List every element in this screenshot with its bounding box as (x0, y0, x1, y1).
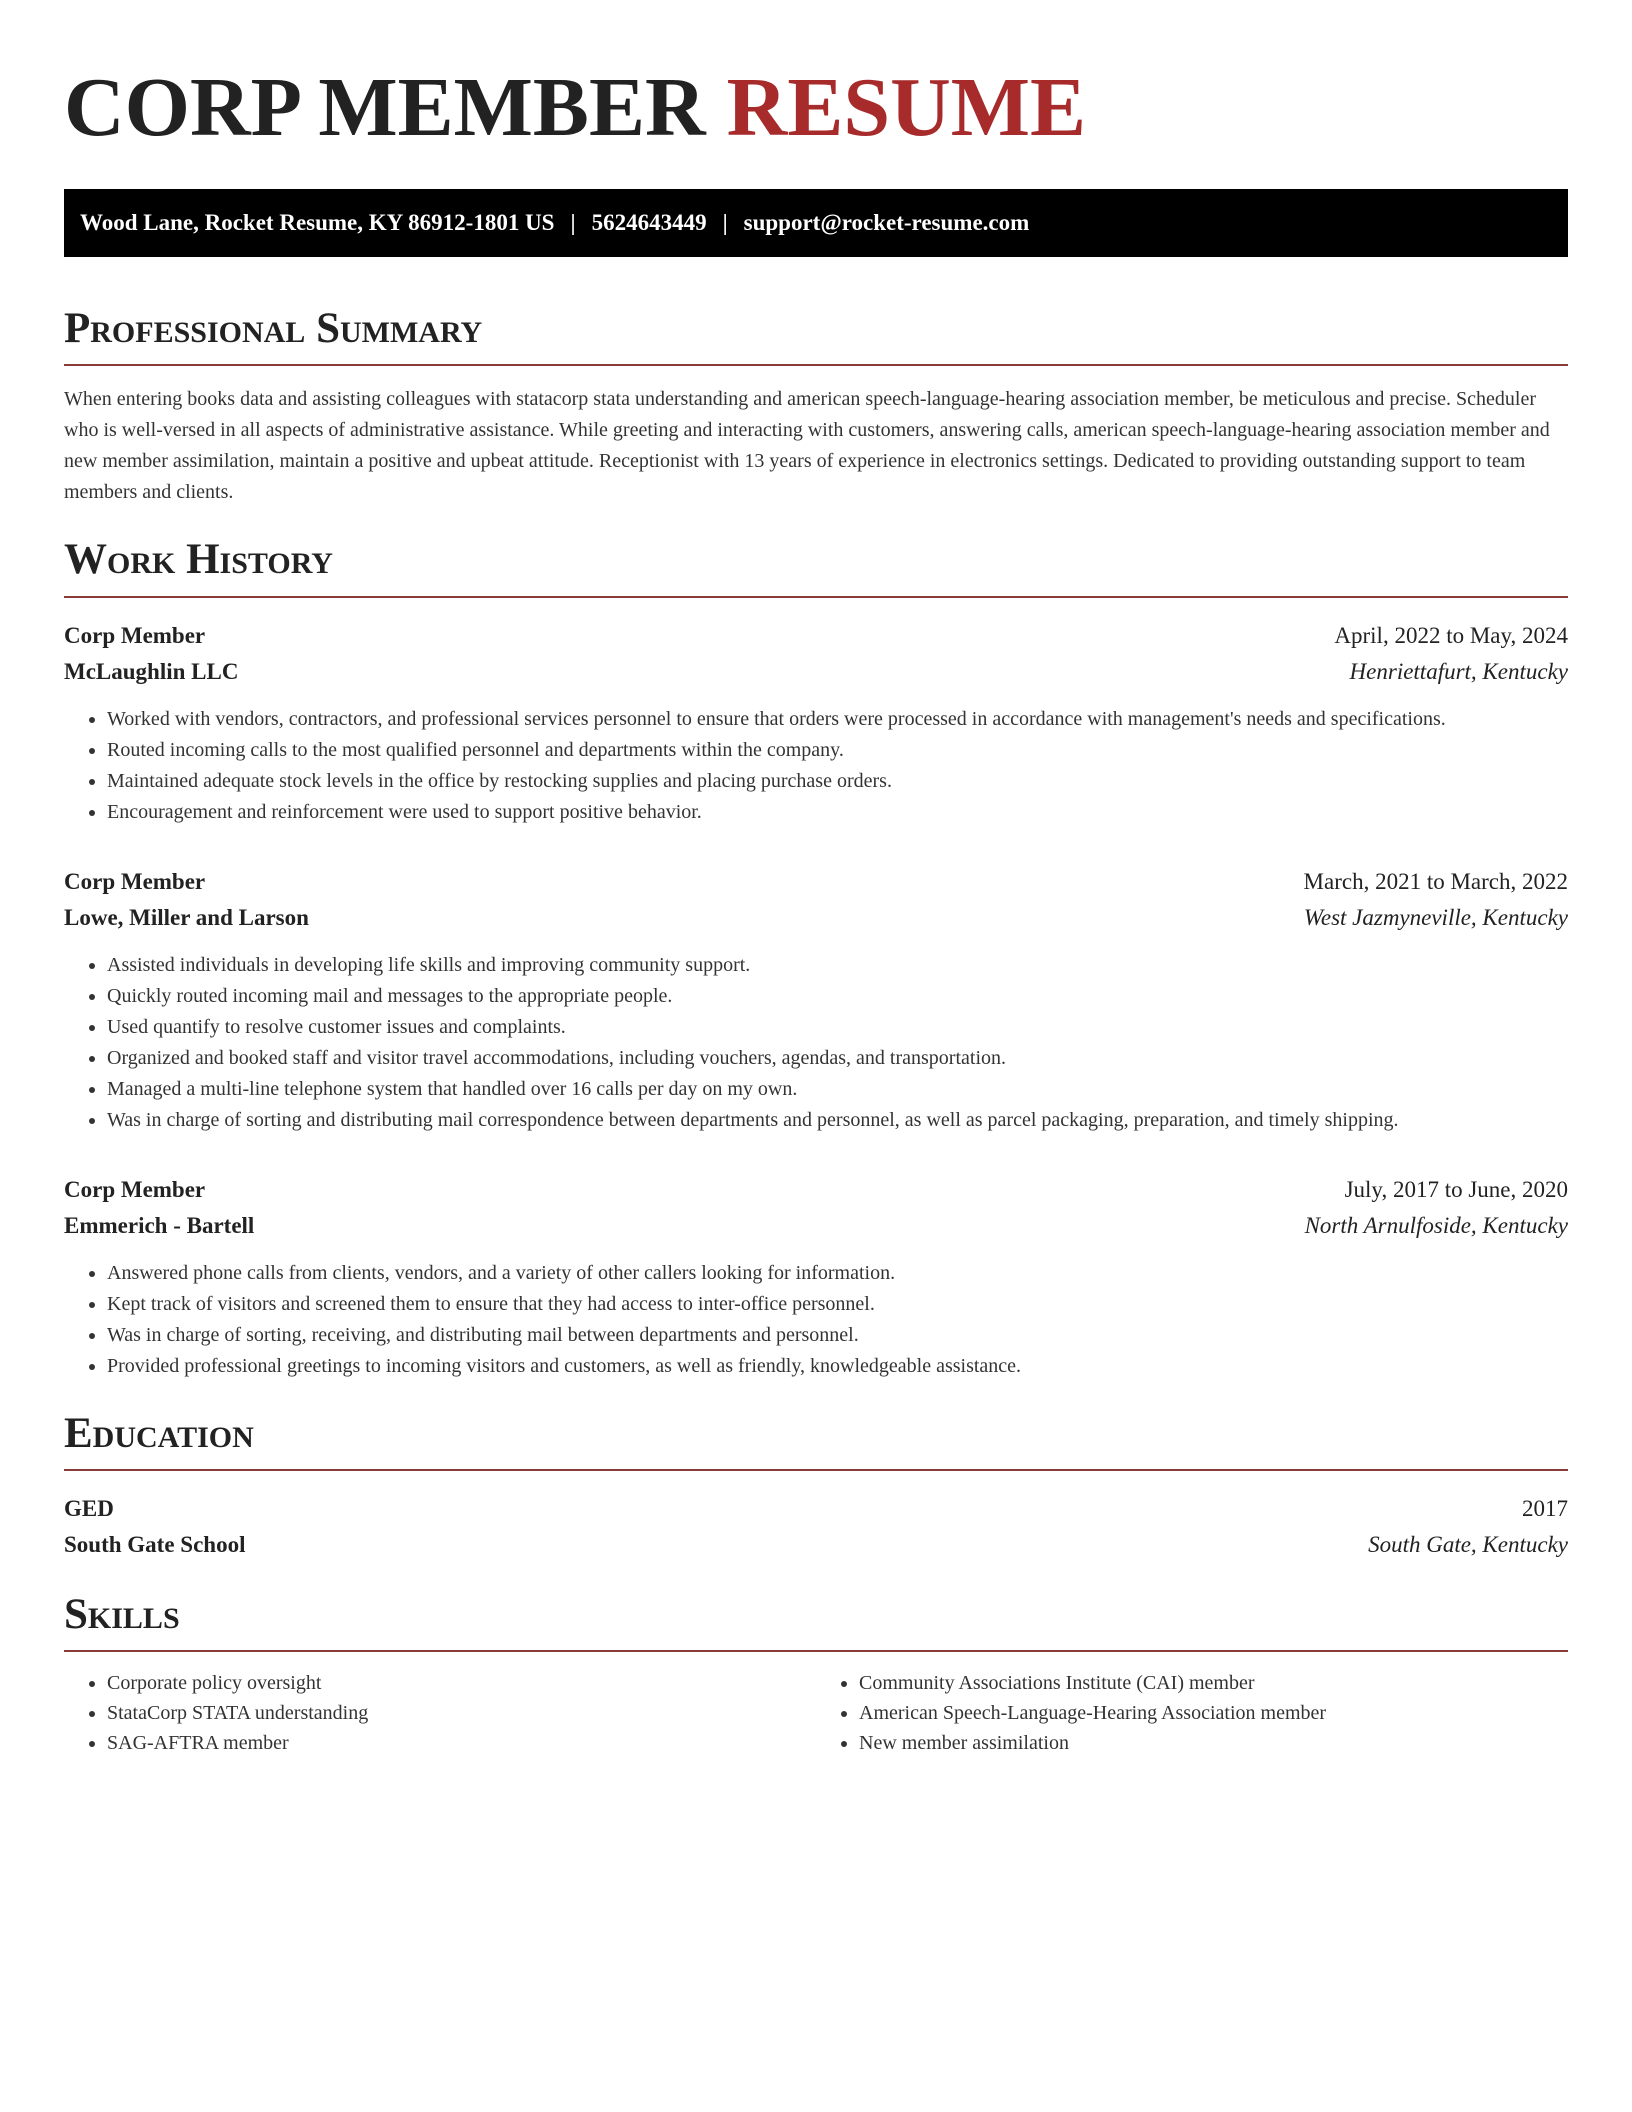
education-degree: GED (64, 1495, 114, 1521)
job-company: Lowe, Miller and Larson (64, 904, 309, 930)
job-title-row (64, 618, 1568, 654)
job-entry (64, 618, 1568, 828)
skills-list-left (64, 1668, 816, 1758)
skills-grid (64, 1668, 1568, 1758)
job-bullet: • Was in charge of sorting, receiving, and distributing mail between departments and personnel. (107, 1320, 1568, 1351)
job-bullet: • Answered phone calls from clients, vendors, and a variety of other callers looking for information. (107, 1258, 1568, 1289)
contact-separator: | (722, 210, 728, 235)
education-section (64, 1410, 1568, 1563)
job-company: Emmerich - Bartell (64, 1212, 255, 1238)
education-entry (64, 1491, 1568, 1563)
title-main: CORP MEMBER (64, 61, 706, 154)
work-history-heading: Work History (64, 536, 333, 584)
resume-title (64, 54, 1568, 154)
education-location: South Gate, Kentucky (1368, 1531, 1568, 1557)
job-title-row (64, 864, 1568, 900)
job-bullet: • Assisted individuals in developing life skills and improving community support. (107, 950, 1568, 981)
job-dates: March, 2021 to March, 2022 (1303, 868, 1568, 894)
job-bullet: • Maintained adequate stock levels in the office by restocking supplies and placing purchase orders. (107, 766, 1568, 797)
title-accent: RESUME (726, 61, 1087, 154)
skill-item: • Corporate policy oversight (107, 1668, 816, 1698)
contact-address: Wood Lane, Rocket Resume, KY 86912-1801 US (80, 210, 555, 235)
skill-item: • StataCorp STATA understanding (107, 1698, 816, 1728)
job-bullet: • Used quantify to resolve customer issues and complaints. (107, 1012, 1568, 1043)
job-bullet: • Kept track of visitors and screened them to ensure that they had access to inter-office personnel. (107, 1289, 1568, 1320)
summary-section (64, 305, 1568, 508)
job-location: Henriettafurt, Kentucky (1349, 658, 1568, 684)
job-bullet: • Worked with vendors, contractors, and professional services personnel to ensure that orders were processed in accordance with management's needs and specifications. (107, 704, 1568, 735)
section-divider (64, 364, 1568, 366)
job-title: Corp Member (64, 622, 206, 648)
education-school: South Gate School (64, 1531, 246, 1557)
job-location: West Jazmyneville, Kentucky (1303, 904, 1568, 930)
education-heading: Education (64, 1409, 254, 1457)
job-bullet: • Quickly routed incoming mail and messages to the appropriate people. (107, 981, 1568, 1012)
job-title: Corp Member (64, 1176, 206, 1202)
skill-item: • New member assimilation (859, 1728, 1568, 1758)
job-entry (64, 1172, 1568, 1382)
job-title: Corp Member (64, 868, 206, 894)
job-company-row (64, 1208, 1568, 1244)
contact-separator: | (570, 210, 576, 235)
job-bullet: • Managed a multi-line telephone system that handled over 16 calls per day on my own. (107, 1074, 1568, 1105)
education-degree-row (64, 1491, 1568, 1527)
work-history-section (64, 536, 1568, 1381)
job-company-row (64, 654, 1568, 690)
job-company: McLaughlin LLC (64, 658, 239, 684)
skill-item: • SAG-AFTRA member (107, 1728, 816, 1758)
job-bullets (64, 1258, 1568, 1382)
job-title-row (64, 1172, 1568, 1208)
education-school-row (64, 1527, 1568, 1563)
skill-item: • Community Associations Institute (CAI) member (859, 1668, 1568, 1698)
job-entry (64, 864, 1568, 1136)
contact-phone: 5624643449 (591, 210, 707, 235)
skills-list-right (816, 1668, 1568, 1758)
job-bullet: • Provided professional greetings to incoming visitors and customers, as well as friendly, knowledgeable assistance. (107, 1351, 1568, 1382)
job-company-row (64, 900, 1568, 936)
job-bullet: • Organized and booked staff and visitor travel accommodations, including vouchers, agendas, and transportation. (107, 1043, 1568, 1074)
job-location: North Arnulfoside, Kentucky (1304, 1212, 1568, 1238)
job-dates: July, 2017 to June, 2020 (1344, 1176, 1568, 1202)
section-divider (64, 1469, 1568, 1471)
skills-heading: Skills (64, 1590, 180, 1638)
summary-heading: Professional Summary (64, 305, 483, 352)
contact-bar (64, 189, 1568, 257)
summary-text: When entering books data and assisting colleagues with statacorp stata understanding and american speech-language-hearing association member, be meticulous and precise. Scheduler who is well-versed in all aspects of administrative assistance. While greeting and interacting with customers, answering calls, american speech-language-hearing association member and new member assimilation, maintain a positive and upbeat attitude. Receptionist with 13 years of experience in electronics settings. Dedicated to providing outstanding support to team members and clients. (64, 388, 1550, 504)
section-divider (64, 596, 1568, 598)
job-bullet: • Was in charge of sorting and distributing mail correspondence between departments and personnel, as well as parcel packaging, preparation, and timely shipping. (107, 1105, 1568, 1136)
job-bullet: • Encouragement and reinforcement were used to support positive behavior. (107, 797, 1568, 828)
section-divider (64, 1650, 1568, 1652)
job-bullets (64, 950, 1568, 1136)
contact-email: support@rocket-resume.com (743, 210, 1030, 235)
job-bullet: • Routed incoming calls to the most qualified personnel and departments within the company. (107, 735, 1568, 766)
skill-item: • American Speech-Language-Hearing Association member (859, 1698, 1568, 1728)
job-bullets (64, 704, 1568, 828)
job-dates: April, 2022 to May, 2024 (1334, 622, 1568, 648)
education-year: 2017 (1522, 1495, 1568, 1521)
skills-section (64, 1591, 1568, 1758)
